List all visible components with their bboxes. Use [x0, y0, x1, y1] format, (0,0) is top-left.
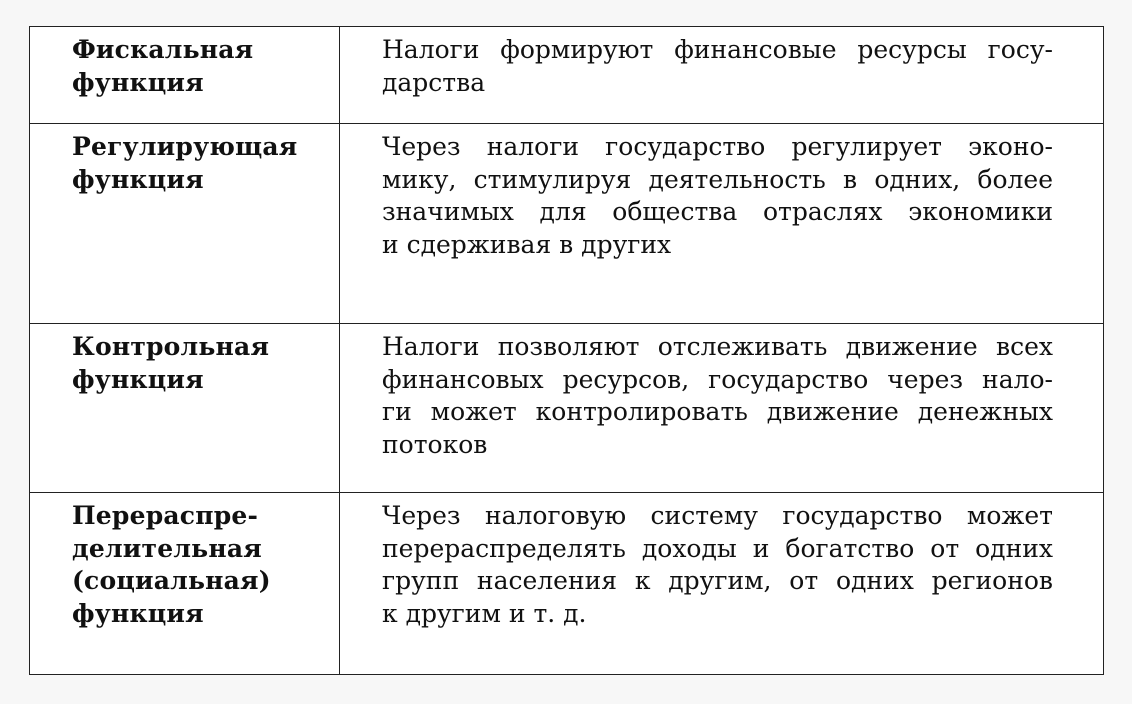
- description-line: Налоги формируют финансовые ресурсы госу-: [382, 35, 1053, 64]
- function-description-cell: [340, 324, 1104, 493]
- function-name-line: (социальная): [72, 566, 271, 595]
- function-name-line: Перераспре-: [72, 501, 259, 530]
- description-line: и сдерживая в других: [382, 229, 672, 259]
- description-line: Налоги позволяют отслеживать движение всех: [382, 332, 1053, 361]
- function-description-cell: [340, 27, 1104, 124]
- description-line: значимых для общества отраслях экономики: [382, 197, 1053, 226]
- description-line: Через налоговую систему государство может: [382, 501, 1053, 530]
- description-line: мику, стимулируя деятельность в одних, более: [382, 164, 1053, 194]
- function-name-line: Контрольная: [72, 332, 270, 361]
- tax-functions-table: [29, 26, 1104, 675]
- description-line: дарства: [382, 67, 486, 97]
- function-name-line: функция: [72, 364, 204, 394]
- description-line: перераспределять доходы и богатство от одних: [382, 533, 1053, 563]
- description-line: групп населения к другим, от одних регионов: [382, 566, 1053, 595]
- description-line: потоков: [382, 429, 488, 459]
- function-name-cell: [30, 324, 340, 493]
- function-name-line: функция: [72, 598, 204, 628]
- function-description-cell: [340, 493, 1104, 675]
- table-row: [30, 324, 1104, 493]
- function-name-line: функция: [72, 67, 204, 97]
- function-name-line: Фискальная: [72, 35, 254, 64]
- function-name-line: делительная: [72, 533, 262, 563]
- description-line: Через налоги государство регулирует эконо-: [382, 132, 1053, 161]
- function-description-cell: [340, 124, 1104, 324]
- description-line: ги может контролировать движение денежных: [382, 397, 1053, 426]
- function-name-cell: [30, 493, 340, 675]
- function-name-line: функция: [72, 164, 204, 194]
- table-row: [30, 27, 1104, 124]
- description-line: к другим и т. д.: [382, 598, 587, 628]
- table-row: [30, 124, 1104, 324]
- function-name-line: Регулирующая: [72, 132, 298, 161]
- table-row: [30, 493, 1104, 675]
- function-name-cell: [30, 27, 340, 124]
- function-name-cell: [30, 124, 340, 324]
- description-line: финансовых ресурсов, государство через нало-: [382, 364, 1053, 394]
